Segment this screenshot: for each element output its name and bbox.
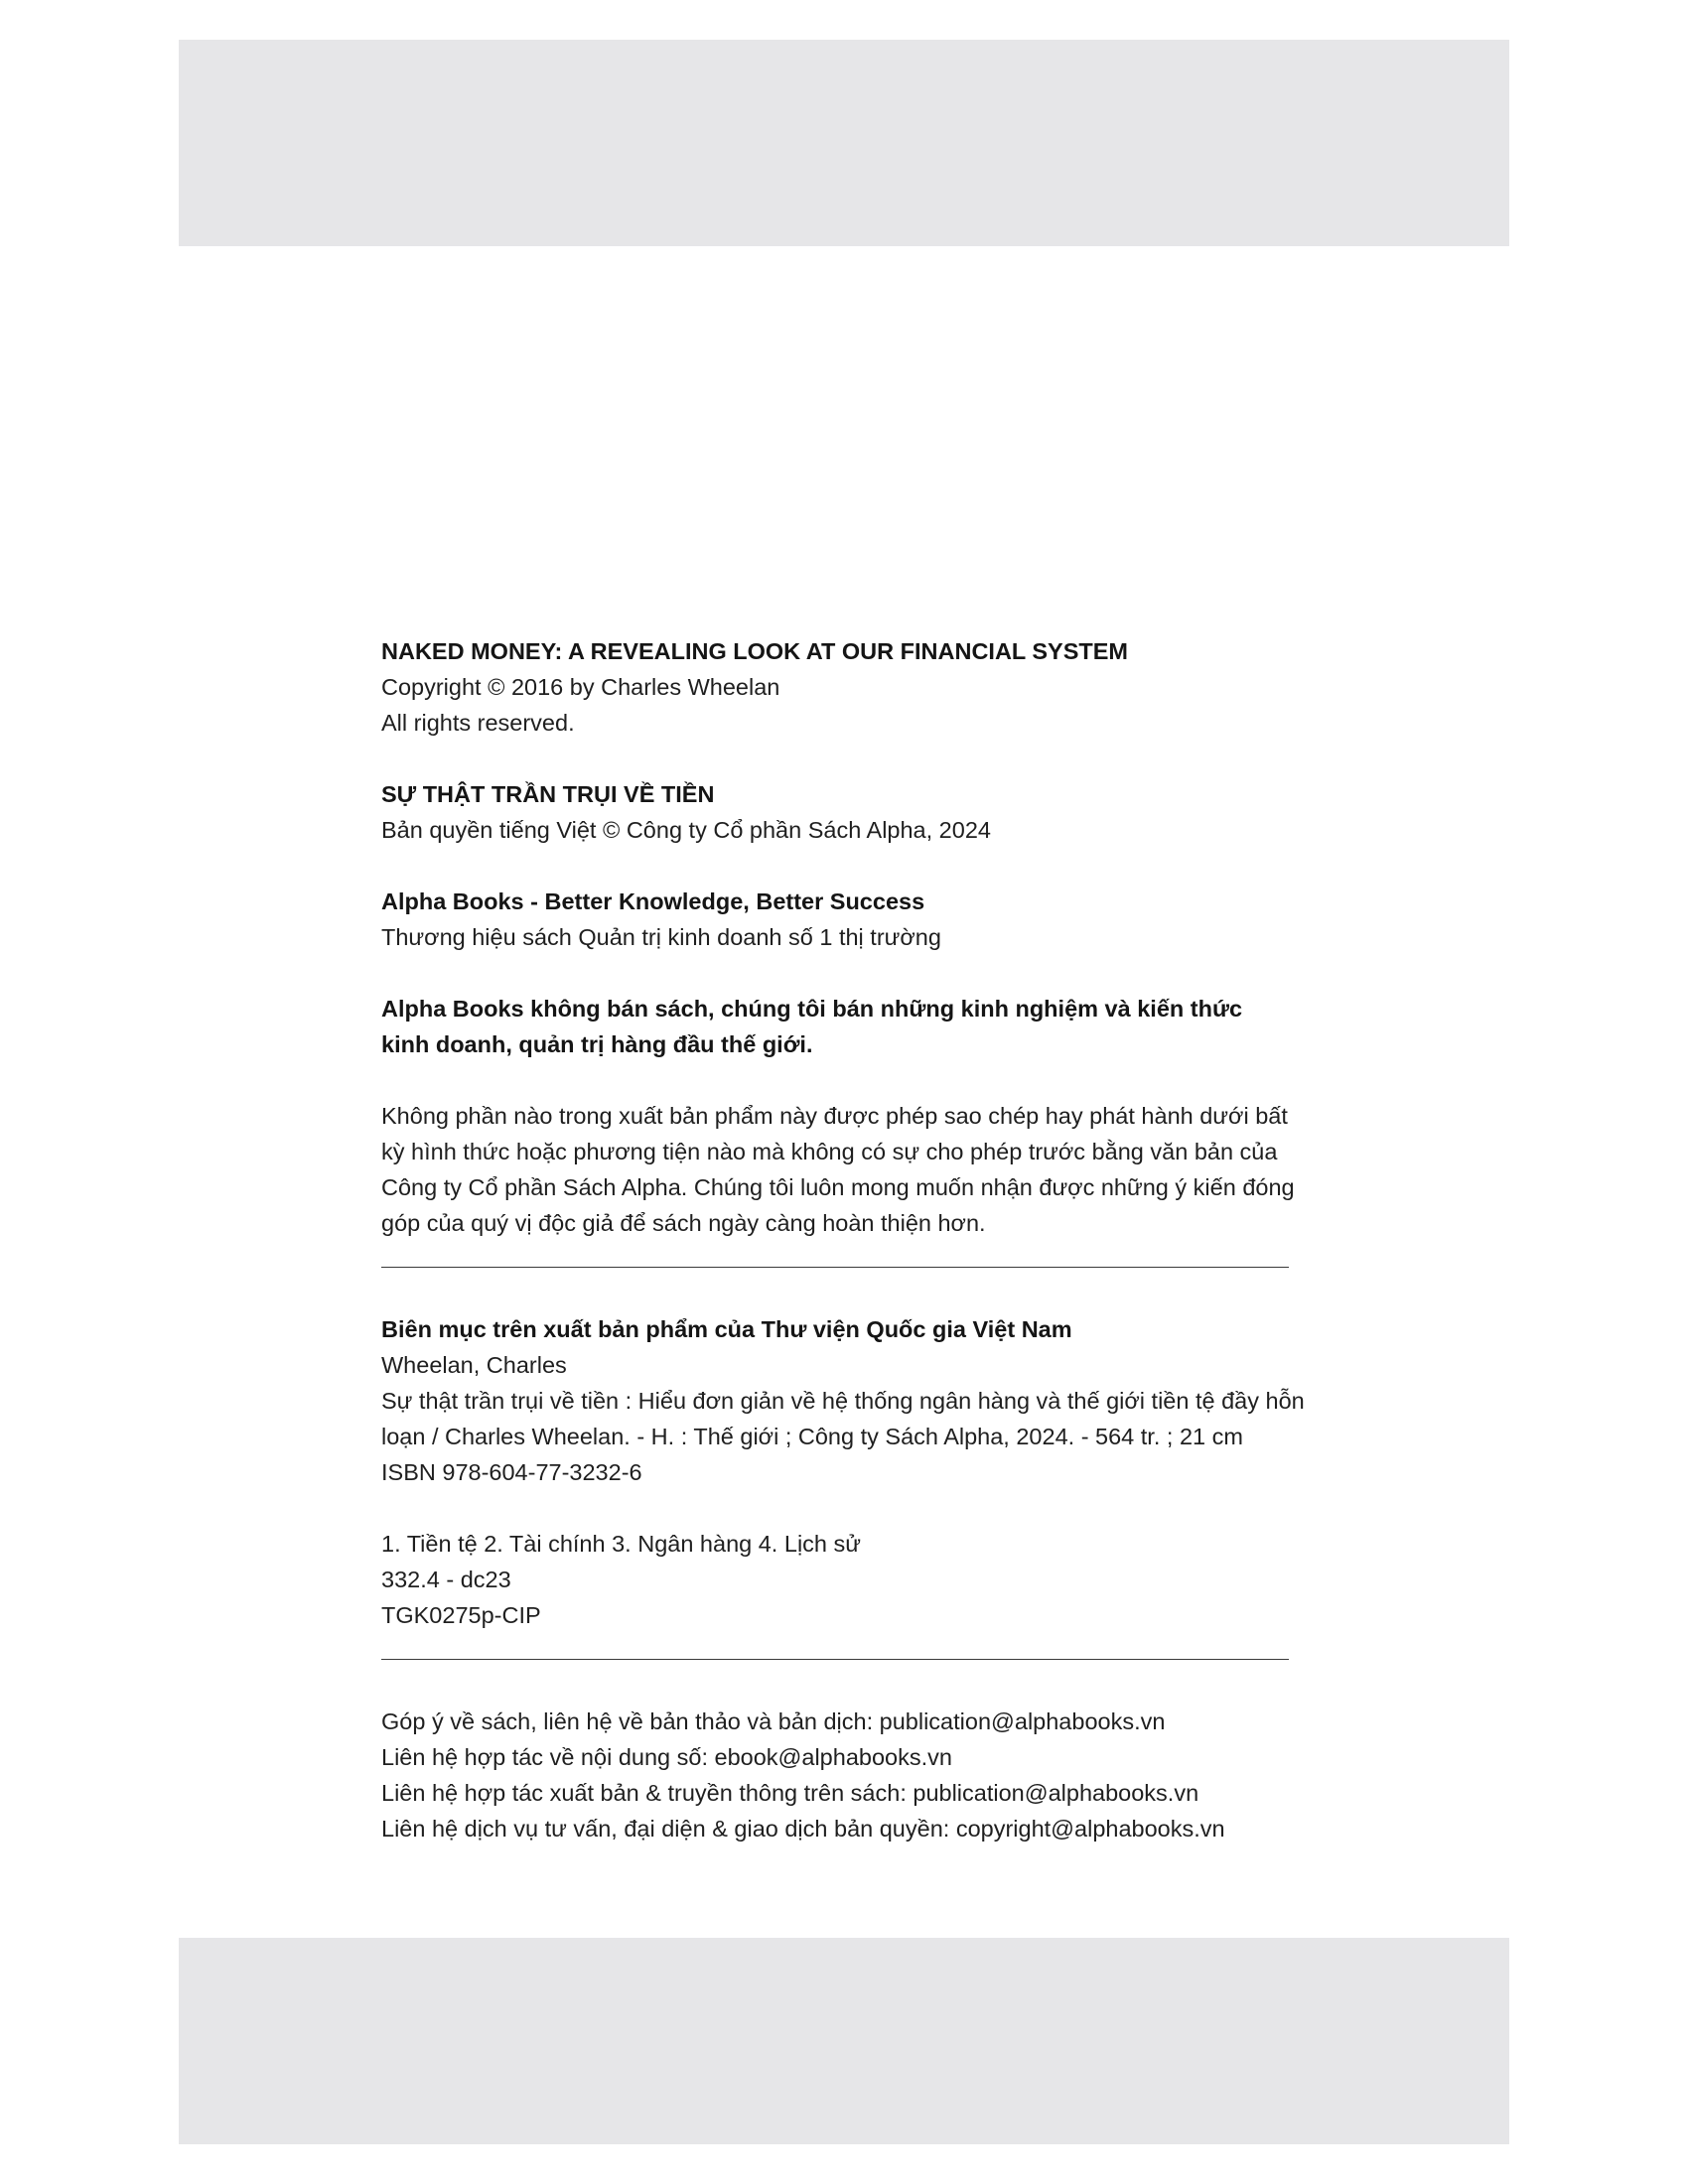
cataloging-isbn: ISBN 978-604-77-3232-6	[381, 1459, 642, 1485]
spacer	[381, 1490, 1291, 1526]
mission-line-1: Alpha Books không bán sách, chúng tôi bán những kinh nghiệm và kiến thức	[381, 996, 1243, 1022]
contact-line-4: Liên hệ dịch vụ tư vấn, đại diện & giao dịch bản quyền: copyright@alphabooks.vn	[381, 1816, 1225, 1842]
notice-line-3: Công ty Cổ phần Sách Alpha. Chúng tôi luôn mong muốn nhận được những ý kiến đóng	[381, 1174, 1295, 1200]
divider-rule	[381, 1267, 1289, 1268]
divider-rule	[381, 1659, 1289, 1660]
cataloging-entry-line-2: loạn / Charles Wheelan. - H. : Thế giới ; Công ty Sách Alpha, 2024. - 564 tr. ; 21 cm	[381, 1424, 1243, 1449]
brand-slogan: Alpha Books - Better Knowledge, Better Success	[381, 888, 925, 914]
spacer	[381, 1062, 1291, 1098]
copyright-page	[381, 633, 1305, 1846]
spacer	[381, 848, 1291, 884]
vietnamese-copyright: Bản quyền tiếng Việt © Công ty Cổ phần Sách Alpha, 2024	[381, 817, 991, 843]
spacer	[381, 741, 1291, 776]
notice-line-4: góp của quý vị độc giả để sách ngày càng hoàn thiện hơn.	[381, 1210, 986, 1236]
reproduction-notice	[381, 1098, 1295, 1241]
cataloging-subjects: 1. Tiền tệ 2. Tài chính 3. Ngân hàng 4. Lịch sử	[381, 1531, 861, 1557]
brand-tagline: Thương hiệu sách Quản trị kinh doanh số 1 thị trường	[381, 924, 941, 950]
cataloging-author: Wheelan, Charles	[381, 1352, 567, 1378]
contacts-block	[381, 1704, 1291, 1846]
cataloging-entry-line-1: Sự thật trần trụi về tiền : Hiểu đơn giản về hệ thống ngân hàng và thế giới tiền tệ đầy hỗn	[381, 1388, 1305, 1414]
cataloging-heading: Biên mục trên xuất bản phẩm của Thư viện Quốc gia Việt Nam	[381, 1316, 1072, 1342]
bottom-gray-band	[179, 1938, 1509, 2144]
cataloging-classification: 332.4 - dc23	[381, 1567, 511, 1592]
mission-line-2: kinh doanh, quản trị hàng đầu thế giới.	[381, 1031, 813, 1057]
cataloging-block	[381, 1311, 1305, 1633]
spacer	[381, 955, 1291, 991]
mission-block	[381, 991, 1291, 1062]
cataloging-cip: TGK0275p-CIP	[381, 1602, 541, 1628]
top-gray-band	[179, 40, 1509, 246]
contact-line-3: Liên hệ hợp tác xuất bản & truyền thông trên sách: publication@alphabooks.vn	[381, 1780, 1199, 1806]
original-copyright: Copyright © 2016 by Charles Wheelan	[381, 674, 780, 700]
rights-reserved: All rights reserved.	[381, 710, 575, 736]
original-title: NAKED MONEY: A REVEALING LOOK AT OUR FINANCIAL SYSTEM	[381, 638, 1129, 664]
contact-line-1: Góp ý về sách, liên hệ về bản thảo và bản dịch: publication@alphabooks.vn	[381, 1708, 1166, 1734]
notice-line-1: Không phần nào trong xuất bản phẩm này được phép sao chép hay phát hành dưới bất	[381, 1103, 1288, 1129]
original-edition-block	[381, 633, 1291, 741]
vietnamese-title: SỰ THẬT TRẦN TRỤI VỀ TIỀN	[381, 781, 715, 807]
contact-line-2: Liên hệ hợp tác về nội dung số: ebook@alphabooks.vn	[381, 1744, 952, 1770]
vietnamese-edition-block	[381, 776, 1291, 848]
brand-block	[381, 884, 1291, 955]
notice-line-2: kỳ hình thức hoặc phương tiện nào mà không có sự cho phép trước bằng văn bản của	[381, 1139, 1278, 1164]
